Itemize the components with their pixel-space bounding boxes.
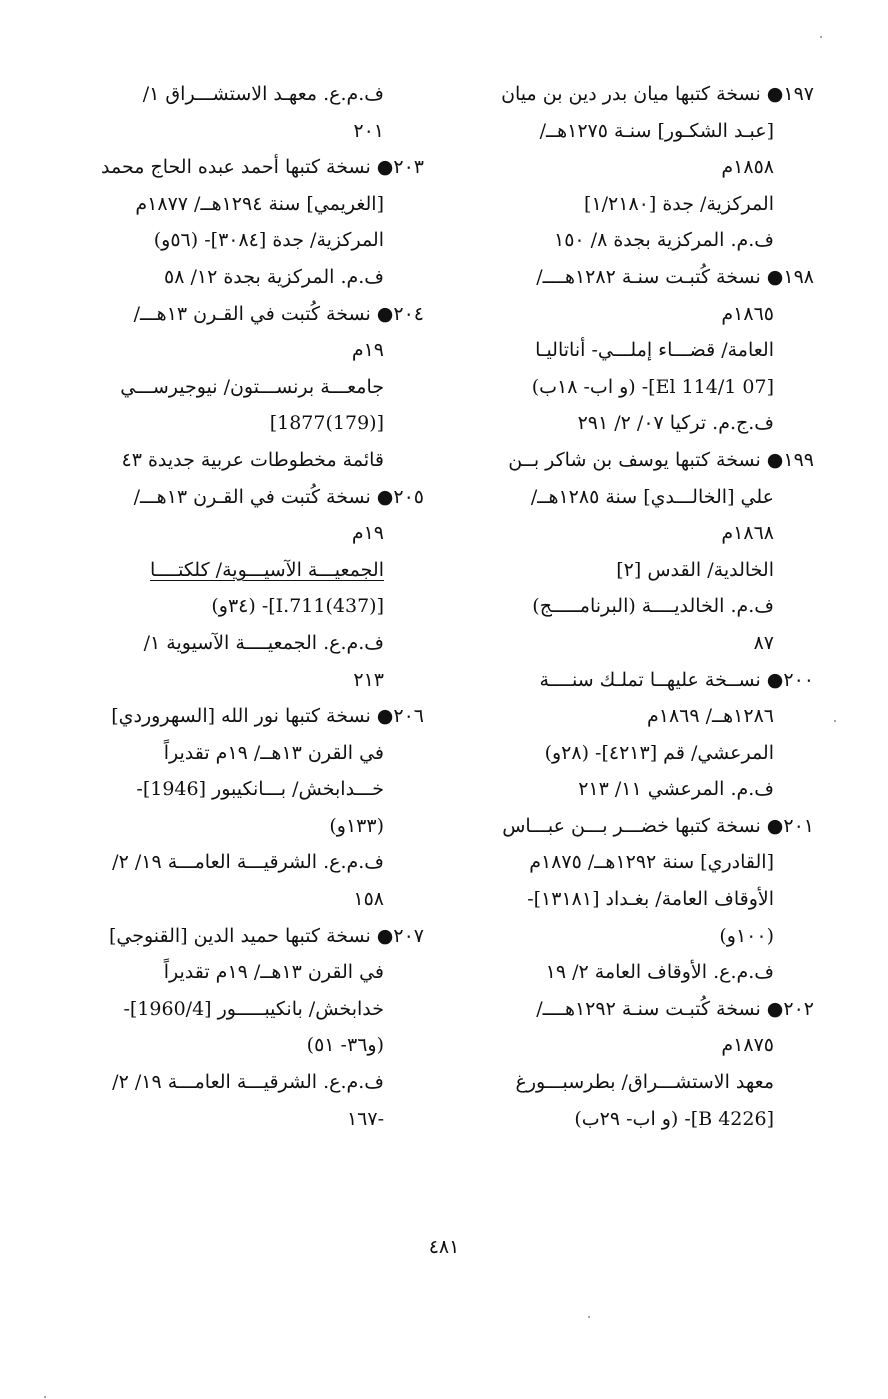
entry-heading: ٢٠٠● نســخة عليهــا تملـك سنــــة (539, 668, 814, 691)
entry-line: ١٥٨ (353, 888, 384, 911)
entry-line: [07 El 114/1]- (و اب- ١٨ب) (531, 375, 774, 398)
entry-line: [(179)1877] (269, 412, 384, 435)
entry-line: الخالدية/ القدس [٢] (616, 558, 774, 581)
entry-heading: ٢٠٧● نسخة كتبها حميد الدين [القنوجي] (108, 924, 424, 947)
entry-line: ف.ج.م. تركيا ٠٧/ ٢/ ٢٩١ (577, 412, 774, 435)
entry-line: ٨٧ (753, 631, 774, 654)
scan-speck (834, 720, 836, 722)
entry-line: ف.م.ع. الشرقيـــة العامـــة ١٩/ ٢/ (112, 1071, 384, 1094)
entry-line: ١٩م (351, 522, 384, 545)
entry-line: [القادري] سنة ١٢٩٢هــ/ ١٨٧٥م (529, 851, 774, 874)
entry-heading: ١٩٧● نسخة كتبها ميان بدر دين بن ميان (501, 83, 814, 105)
entry-heading: ٢٠٦● نسخة كتبها نور الله [السهروردي] (111, 705, 424, 728)
entry-line: [(437)I.711]- (٣٤و) (211, 595, 384, 618)
entry-line: (١٠٠و) (719, 924, 774, 947)
entry-line: في القرن ١٣هــ/ ١٩م تقديراً (163, 961, 384, 984)
entry-line: ف.م.ع. الجمعيــــة الآسيوية ١/ (143, 631, 384, 654)
entry-heading: ٢٠٤● نسخة كُتبت في القـرن ١٣هـــ/ (133, 302, 424, 325)
left-column (74, 76, 424, 1137)
entry-line: [B 4226]- (و اب- ٢٩ب) (574, 1107, 774, 1130)
entry-line: [عبـد الشكـور] سنـة ١٢٧٥هــ/ (539, 119, 774, 142)
entry-line: خـــدابخش/ بـــانكيبور [1946]- (136, 778, 384, 801)
scan-speck (820, 36, 822, 38)
entry-line: ف.م. المركزية بجدة ٨/ ١٥٠ (554, 229, 774, 252)
entry-heading: ١٩٩● نسخة كتبها يوسف بن شاكر بــن (508, 448, 814, 471)
entry-line: معهد الاستشـــراق/ بطرسبـــورغ (515, 1071, 774, 1094)
entry-line: ف.م.ع. معهـد الاستشـــراق ١/ (142, 83, 384, 105)
entry-line: الأوقاف العامة/ بغـداد [١٣١٨١]- (527, 888, 774, 911)
entry-line: ١٢٨٦هــ/ ١٨٦٩م (646, 705, 774, 728)
scan-speck (44, 1396, 46, 1398)
page-number: ٤٨١ (428, 1236, 460, 1258)
entry-line: ١٨٧٥م (721, 1034, 774, 1057)
entry-line: [الغريمي] سنة ١٢٩٤هــ/ ١٨٧٧م (135, 192, 384, 215)
entry-heading: ١٩٨● نسخة كُتبـت سنـة ١٢٨٢هــــ/ (536, 265, 814, 288)
entry-line: ١٨٦٨م (721, 522, 774, 545)
entry-line: المركزية/ جدة [٣٠٨٤]- (٥٦و) (153, 229, 384, 252)
entry-line: ف.م.ع. الشرقيـــة العامـــة ١٩/ ٢/ (112, 851, 384, 874)
entry-line: (١٣٣و) (329, 814, 384, 837)
entry-line: ٢٠١ (353, 119, 384, 142)
scan-speck (588, 1316, 590, 1318)
entry-line: خدابخش/ بانكيبـــــور [1960/4]- (123, 997, 384, 1020)
entry-heading: ٢٠١● نسخة كتبها خضـــر بـــن عبـــاس (502, 814, 814, 837)
entry-line: ف.م. المرعشي ١١/ ٢١٣ (578, 778, 774, 801)
entry-heading: ٢٠٥● نسخة كُتبت في القـرن ١٣هـــ/ (133, 485, 424, 508)
entry-line: جامعـــة برنســـتون/ نيوجيرســـي (120, 375, 384, 398)
entry-line: الجمعيـــة الآسيـــوية/ كلكتــــا (150, 558, 384, 581)
entry-line: علي [الخالـــدي] سنة ١٢٨٥هــ/ (530, 485, 774, 508)
entry-line: المركزية/ جدة [١/٢١٨٠] (584, 192, 774, 215)
entry-line: ١٩م (351, 339, 384, 362)
entry-line: ف.م. المركزية بجدة ١٢/ ٥٨ (164, 265, 384, 288)
right-column (462, 76, 814, 1137)
entry-line: ١٨٥٨م (721, 156, 774, 179)
entry-heading: ٢٠٣● نسخة كتبها أحمد عبده الحاج محمد (101, 156, 424, 179)
entry-line: (و٣٦- ٥١) (306, 1034, 384, 1057)
entry-line: -١٦٧ (346, 1107, 384, 1130)
entry-heading: ٢٠٢● نسخة كُتبـت سنـة ١٢٩٢هــــ/ (536, 997, 814, 1020)
entry-line: ف.م. الخالديــــة (البرنامـــــج) (532, 595, 774, 618)
entry-line: ١٨٦٥م (721, 302, 774, 325)
entry-line: قائمة مخطوطات عربية جديدة ٤٣ (121, 448, 384, 471)
entry-line: المرعشي/ قم [٤٢١٣]- (٢٨و) (544, 741, 774, 764)
entry-line: في القرن ١٣هــ/ ١٩م تقديراً (163, 741, 384, 764)
entry-line: ف.م.ع. الأوقاف العامة ٢/ ١٩ (545, 961, 774, 984)
entry-line: ٢١٣ (353, 668, 384, 691)
entry-line: العامة/ قضـــاء إملـــي- أناتاليـا (535, 339, 774, 362)
